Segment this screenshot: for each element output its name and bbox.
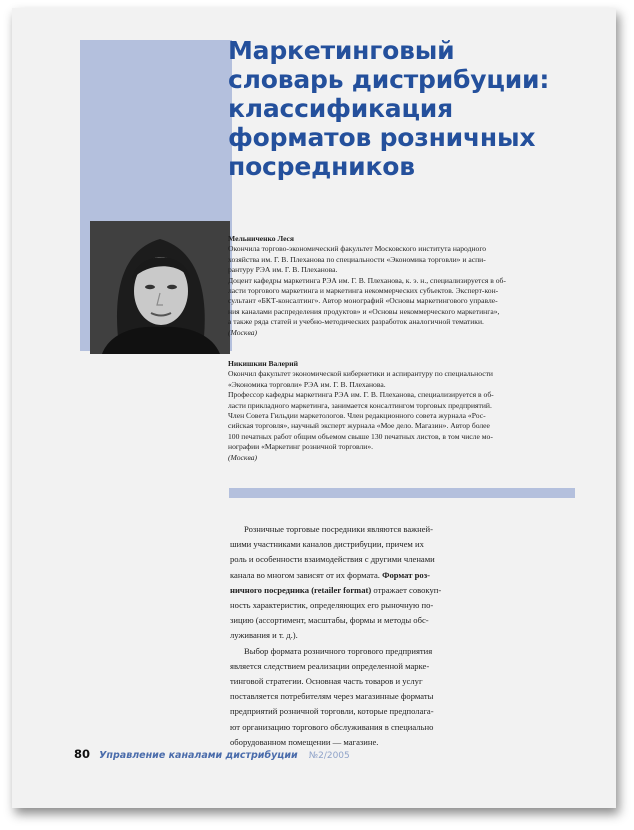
bio-line: рантуру РЭА им. Г. В. Плеханова. — [228, 265, 338, 275]
section-divider-bar — [229, 488, 575, 498]
issue-number: №2/2005 — [308, 751, 350, 761]
author-name: Никишкин Валерий — [228, 359, 299, 368]
body-line: ют организацию торгового обслуживания в специально — [230, 721, 434, 732]
page-number: 80 — [74, 747, 91, 761]
bio-line: 100 печатных работ общим объемом свыше 130 печатных листов, в том числе мо- — [228, 431, 493, 441]
journal-name: Управление каналами дистрибуции — [99, 750, 298, 761]
bio-line: Профессор кафедры маркетинга РЭА им. Г. В. Плеханова, специализируется в об- — [228, 390, 494, 400]
author-bio-2 — [228, 359, 580, 463]
author-city: (Москва) — [228, 452, 258, 462]
bio-line: Доцент кафедры маркетинга РЭА им. Г. В. Плеханова, к. э. н., специализируется в об- — [228, 275, 506, 285]
title-line: словарь дистрибуции: — [228, 65, 550, 94]
term-highlight: ничного посредника (retailer format) — [230, 584, 372, 595]
body-line: оборудованном помещении — магазине. — [230, 736, 379, 747]
body-line: шими участниками каналов дистрибуции, причем их — [230, 539, 424, 550]
bio-line: Окончил факультет экономической кибернетики и аспирантуру по специальности — [228, 369, 493, 379]
body-line — [230, 583, 490, 598]
body-line: роль и особенности взаимодействия с другими членами — [230, 554, 435, 565]
page-footer — [74, 743, 350, 762]
term-highlight: Формат роз- — [382, 569, 431, 580]
body-line — [230, 568, 490, 583]
author-city: (Москва) — [228, 327, 258, 337]
body-text-run: отражает совокуп- — [371, 584, 442, 595]
body-line: является следствием реализации определенной марке- — [230, 660, 430, 671]
bio-line: а также ряда статей и учебно-методических разработок аналогичной тематики. — [228, 317, 484, 327]
body-text-run: канала во многом зависят от их формата. — [230, 569, 383, 580]
bio-line: сийская торговля», научный эксперт журнала «Мое дело. Магазин». Автор более — [228, 421, 490, 431]
article-title — [228, 36, 588, 181]
title-line: Маркетинговый — [228, 36, 455, 65]
bio-line: Окончила торгово-экономический факультет Московского института народного — [228, 244, 487, 254]
bio-line: ния каналами распределения продуктов» и «Основы некоммерческого маркетинга», — [228, 306, 500, 316]
bio-line: хозяйства им. Г. В. Плеханова по специальности «Экономика торговли» и аспи- — [228, 254, 486, 264]
article-body — [230, 522, 490, 750]
bio-line: ласти торгового маркетинга и маркетинга некоммерческих субъектов. Эксперт-кон- — [228, 286, 499, 296]
body-line: луживания и т. д.). — [230, 630, 298, 641]
author-photo — [90, 221, 230, 354]
body-line: предприятий розничной торговли, которые предполага- — [230, 706, 434, 717]
author-name: Мельниченко Леся — [228, 234, 295, 243]
bio-line: нографии «Маркетинг розничной торговли». — [228, 442, 374, 452]
magazine-page — [12, 8, 616, 808]
title-line: форматов розничных — [228, 123, 536, 152]
body-line: Выбор формата розничного торгового предприятия — [244, 645, 433, 656]
bio-line: сультант «БКТ-консалтинг». Автор монографий «Основы маркетингового управле- — [228, 296, 498, 306]
bio-line: «Экономика торговли» РЭА им. Г. В. Плеханова. — [228, 379, 386, 389]
bio-line: ласти прикладного маркетинга, занимается консалтингом торговых предприятий. — [228, 400, 492, 410]
body-line: тинговой стратегии. Основная часть товаров и услуг — [230, 676, 423, 687]
bio-line: Член Совета Гильдии маркетологов. Член редакционного совета журнала «Рос- — [228, 411, 486, 421]
body-line: ность характеристик, определяющих его рыночную по- — [230, 600, 434, 611]
body-line: поставляется потребителям через магазинные форматы — [230, 691, 434, 702]
body-line: зицию (ассортимент, масштабы, формы и методы обс- — [230, 615, 429, 626]
title-line: классификация — [228, 94, 453, 123]
author-bio-1 — [228, 234, 580, 338]
title-line: посредников — [228, 152, 415, 181]
body-line: Розничные торговые посредники являются важней- — [244, 524, 433, 534]
